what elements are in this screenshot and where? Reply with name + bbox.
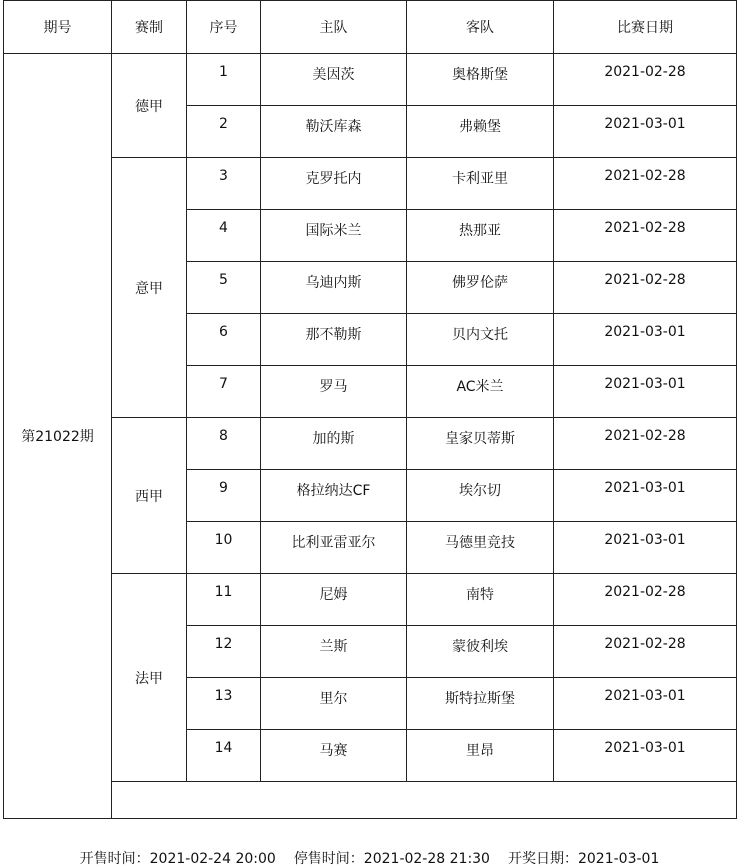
match-no-cell: 6 bbox=[187, 314, 261, 366]
away-team-cell: 斯特拉斯堡 bbox=[407, 678, 554, 730]
home-team-cell: 乌迪内斯 bbox=[261, 262, 407, 314]
match-date-cell: 2021-02-28 bbox=[554, 262, 737, 314]
table-row bbox=[4, 158, 737, 210]
issue-cell: 第21022期 bbox=[4, 54, 112, 819]
home-team-cell: 加的斯 bbox=[261, 418, 407, 470]
home-team-cell: 格拉纳达CF bbox=[261, 470, 407, 522]
header-league: 赛制 bbox=[112, 1, 187, 54]
sale-close-time: 停售时间：2021-02-28 21:30 bbox=[293, 851, 490, 867]
table-body bbox=[4, 54, 737, 819]
match-no-cell: 8 bbox=[187, 418, 261, 470]
spacer-cell bbox=[112, 782, 737, 819]
match-date-cell: 2021-03-01 bbox=[554, 730, 737, 782]
home-team-cell: 里尔 bbox=[261, 678, 407, 730]
match-date-cell: 2021-03-01 bbox=[554, 106, 737, 158]
table-row bbox=[4, 418, 737, 470]
match-date-cell: 2021-02-28 bbox=[554, 158, 737, 210]
sale-open-time: 开售时间：2021-02-24 20:00 bbox=[79, 851, 276, 867]
match-no-cell: 14 bbox=[187, 730, 261, 782]
match-date-cell: 2021-03-01 bbox=[554, 678, 737, 730]
draw-date: 开奖日期：2021-03-01 bbox=[507, 851, 660, 867]
home-team-cell: 兰斯 bbox=[261, 626, 407, 678]
away-team-cell: 蒙彼利埃 bbox=[407, 626, 554, 678]
match-no-cell: 10 bbox=[187, 522, 261, 574]
match-no-cell: 12 bbox=[187, 626, 261, 678]
away-team-cell: AC米兰 bbox=[407, 366, 554, 418]
match-date-cell: 2021-03-01 bbox=[554, 314, 737, 366]
match-date-cell: 2021-02-28 bbox=[554, 626, 737, 678]
away-team-cell: 奥格斯堡 bbox=[407, 54, 554, 106]
league-cell: 意甲 bbox=[112, 158, 187, 418]
match-date-cell: 2021-03-01 bbox=[554, 522, 737, 574]
away-team-cell: 南特 bbox=[407, 574, 554, 626]
away-team-cell: 卡利亚里 bbox=[407, 158, 554, 210]
header-date: 比赛日期 bbox=[554, 1, 737, 54]
header-no: 序号 bbox=[187, 1, 261, 54]
home-team-cell: 国际米兰 bbox=[261, 210, 407, 262]
away-team-cell: 埃尔切 bbox=[407, 470, 554, 522]
match-date-cell: 2021-03-01 bbox=[554, 366, 737, 418]
away-team-cell: 佛罗伦萨 bbox=[407, 262, 554, 314]
match-date-cell: 2021-03-01 bbox=[554, 470, 737, 522]
table-row bbox=[4, 574, 737, 626]
away-team-cell: 弗赖堡 bbox=[407, 106, 554, 158]
league-cell: 西甲 bbox=[112, 418, 187, 574]
match-no-cell: 3 bbox=[187, 158, 261, 210]
home-team-cell: 那不勒斯 bbox=[261, 314, 407, 366]
away-team-cell: 皇家贝蒂斯 bbox=[407, 418, 554, 470]
home-team-cell: 克罗托内 bbox=[261, 158, 407, 210]
header-home: 主队 bbox=[261, 1, 407, 54]
match-no-cell: 11 bbox=[187, 574, 261, 626]
league-cell: 德甲 bbox=[112, 54, 187, 158]
header-row bbox=[4, 1, 737, 54]
match-no-cell: 4 bbox=[187, 210, 261, 262]
spacer-row bbox=[4, 782, 737, 819]
home-team-cell: 马赛 bbox=[261, 730, 407, 782]
header-issue: 期号 bbox=[4, 1, 112, 54]
table-row bbox=[4, 54, 737, 106]
match-no-cell: 9 bbox=[187, 470, 261, 522]
match-no-cell: 1 bbox=[187, 54, 261, 106]
match-date-cell: 2021-02-28 bbox=[554, 574, 737, 626]
sale-info-footer bbox=[0, 848, 739, 868]
header-away: 客队 bbox=[407, 1, 554, 54]
home-team-cell: 美因茨 bbox=[261, 54, 407, 106]
match-date-cell: 2021-02-28 bbox=[554, 418, 737, 470]
league-cell: 法甲 bbox=[112, 574, 187, 782]
match-no-cell: 2 bbox=[187, 106, 261, 158]
match-date-cell: 2021-02-28 bbox=[554, 54, 737, 106]
away-team-cell: 热那亚 bbox=[407, 210, 554, 262]
schedule-table bbox=[3, 0, 737, 819]
match-no-cell: 13 bbox=[187, 678, 261, 730]
match-date-cell: 2021-02-28 bbox=[554, 210, 737, 262]
away-team-cell: 里昂 bbox=[407, 730, 554, 782]
home-team-cell: 勒沃库森 bbox=[261, 106, 407, 158]
home-team-cell: 罗马 bbox=[261, 366, 407, 418]
home-team-cell: 比利亚雷亚尔 bbox=[261, 522, 407, 574]
match-no-cell: 5 bbox=[187, 262, 261, 314]
away-team-cell: 贝内文托 bbox=[407, 314, 554, 366]
away-team-cell: 马德里竞技 bbox=[407, 522, 554, 574]
home-team-cell: 尼姆 bbox=[261, 574, 407, 626]
match-no-cell: 7 bbox=[187, 366, 261, 418]
